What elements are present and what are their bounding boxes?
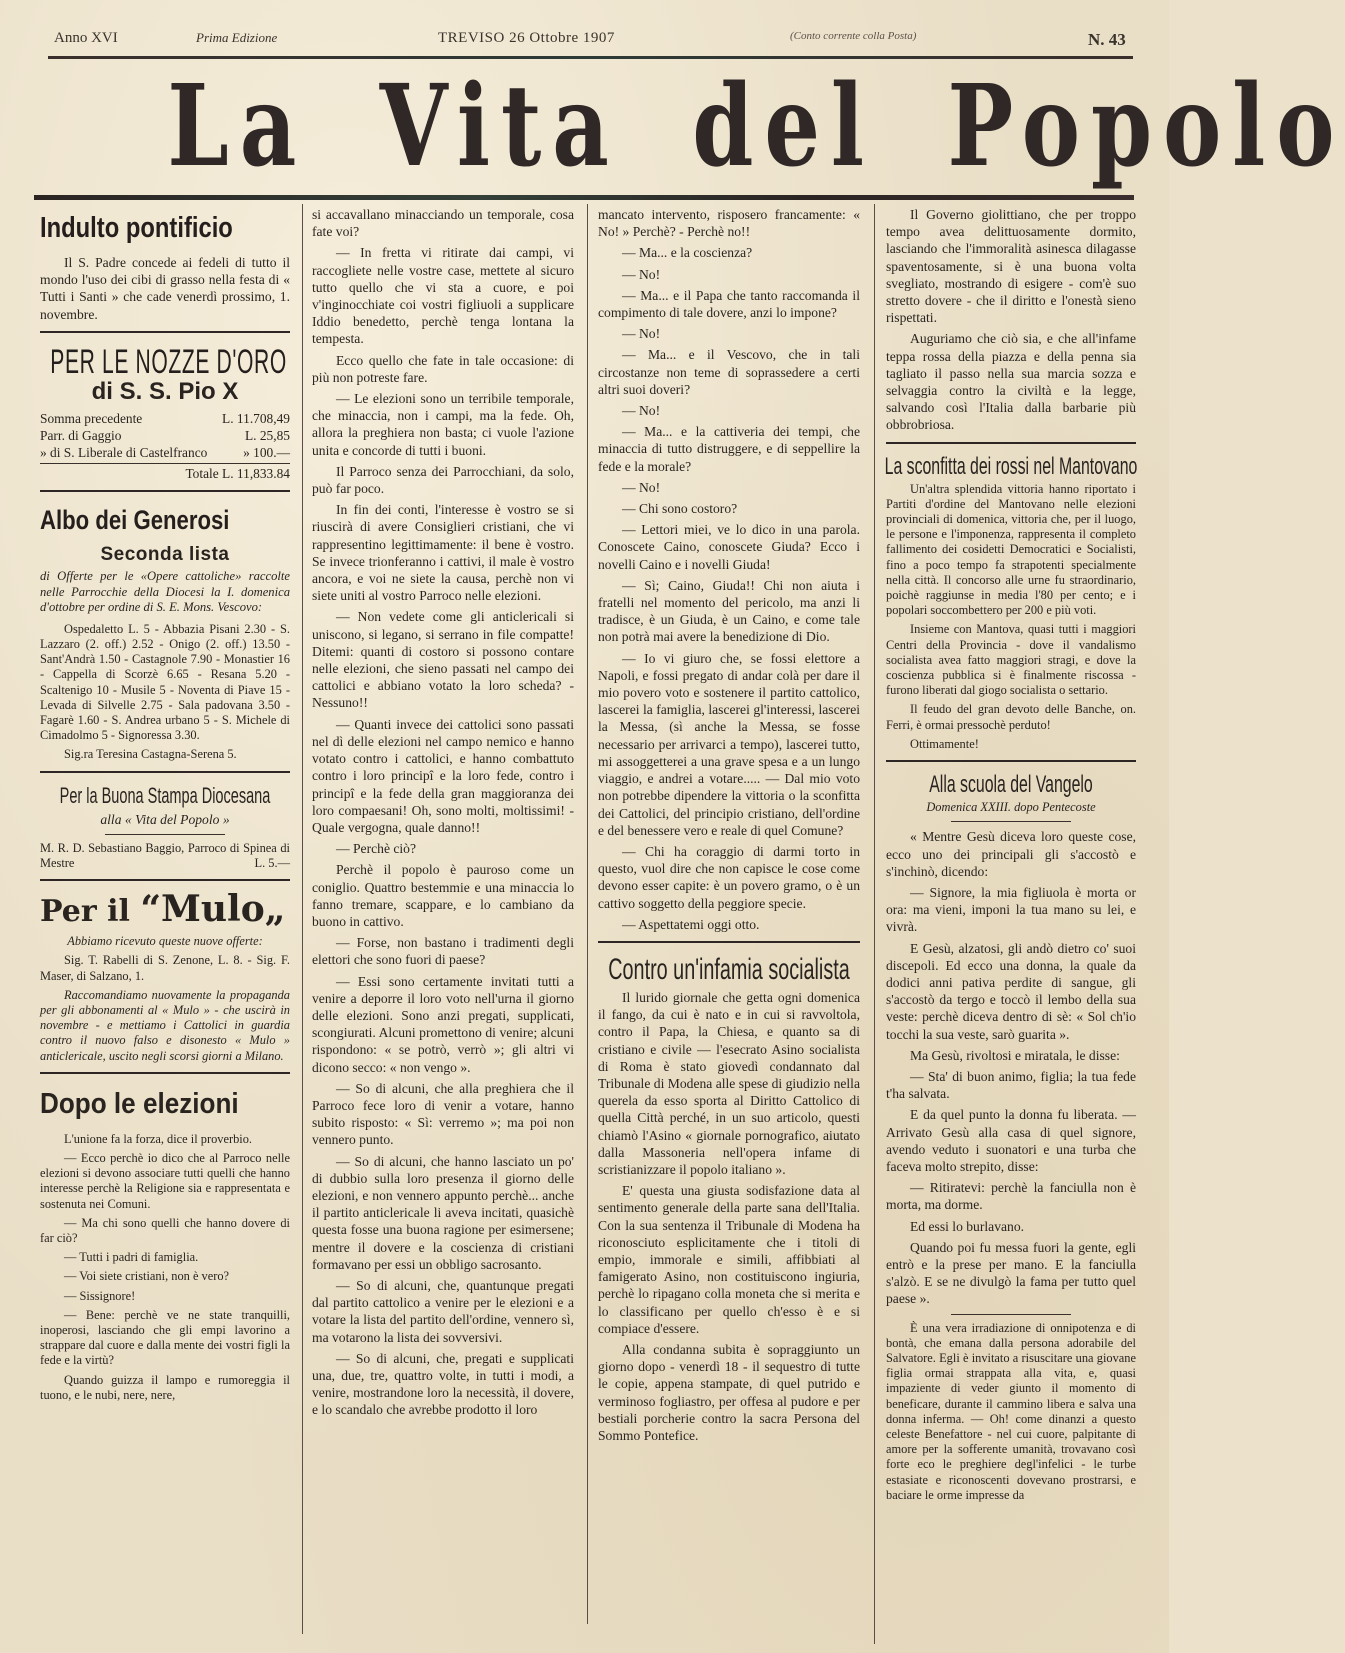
paragraph: Ecco quello che fate in tale occasione: di più non potreste fare. (312, 352, 574, 385)
paragraph: Il Governo giolittiano, che per troppo tempo avea delittuosamente dormito, lasciando che l'immoralità asinesca dilagasse spaventosamente, si è una buona volta svegliato, mostrando di esigere - com'è suo stretto dovere - che il diritto e l'onestà sieno rispettati. (886, 207, 1136, 326)
paragraph: — No! (622, 326, 661, 342)
paragraph: — Bene: perchè ve ne state tranquilli, inoperosi, lasciando che gli empi lavorino a strappare dal cuore e dalla mente dei vostri figli la fede e la virtù? (40, 1307, 290, 1368)
paragraph: — Perchè ciò? (336, 841, 417, 857)
paragraph: — Ma... e il Papa che tanto raccomanda il compimento di tale dovere, anzi lo impone? (598, 287, 860, 321)
paragraph: Ed essi lo burlavano. (910, 1218, 1025, 1234)
albo-headline: Albo dei Generosi (40, 505, 230, 536)
section-rule (40, 771, 290, 773)
mulo-intro: Abbiamo ricevuto queste nuove offerte: (67, 934, 263, 949)
ledger-label: Parr. di Gaggio (40, 428, 122, 444)
paragraph: Un'altra splendida vittoria hanno riportato i Partiti d'ordine del Mantovano nelle elezioni provinciali di domenica, vittoria che, per il luogo, le persone e l'imponenza, rappresenta il completo fallimento dei cosidetti Democratici e Socialisti, fino a poco tempo fa strapotenti specialmente nella città. Il concorso alle urne fu straordinario, poichè raggiunse in media l'80 per cento; e i popolari soccombettero per 200 e più voti. (886, 481, 1136, 618)
paragraph: — So di alcuni, che alla preghiera che il Parroco fece loro di venir a votare, hanno subito risposto: « Sì: verremo »; ma poi non vennero punto. (312, 1080, 574, 1148)
paragraph: — No! (622, 479, 661, 495)
paragraph: — Sta' di buon animo, figlia; la tua fede t'ha salvata. (886, 1068, 1136, 1102)
paragraph: si accavallano minacciando un temporale, cosa fate voi? (312, 207, 574, 240)
paragraph: E' questa una giusta sodisfazione data al sentimento generale della parte sana dell'Italia. Con la sua sentenza il Tribunale di Modena ha riconosciuto esplicitamente che i titoli di empio, immorale e simili, affibbiati al famigerato Asino, non costituiscono ingiuria, perchè lo ripagano colla moneta che si merita e lo classificano per quello ch'esso è e si compiace d'essere. (598, 1183, 860, 1336)
paragraph: Insieme con Mantova, quasi tutti i maggiori Centri della Provincia - dove il vandalismo socialista avea fatto maggiori stragi, e dove la coscienza pubblica si è finalmente riscossa - furono liberati dal giogo socialista o settario. (886, 622, 1136, 698)
paragraph: — Voi siete cristiani, non è vero? (64, 1269, 230, 1284)
ledger-row (40, 444, 290, 461)
section-rule (598, 941, 860, 943)
issue-number: N. 43 (1088, 30, 1126, 49)
masthead-title: La Vita del Popolo (167, 61, 1345, 192)
paragraph: « Mentre Gesù diceva loro queste cose, ecco uno dei principali gli s'accostò e s'inchinò, dicendo: (886, 829, 1136, 879)
column-1 (40, 204, 290, 1407)
paragraph: — Ma... e la cattiveria dei tempi, che minaccia di tutto distruggere, e di seppellire la fede e la morale? (598, 424, 860, 474)
paragraph: — So di alcuni, che hanno lasciato un po' di dubbio sulla loro presenza il giorno delle elezioni, e non vennero appunto perchè... anche il partito anticlericale li aveva incitati, quasichè questa fosse una buona ragione per esimersene; mentre il dovere e la coscienza di cristiani formavano per essi un obbligo sacrosanto. (312, 1153, 574, 1272)
column-divider (587, 204, 588, 1624)
dopo-headline: Dopo le elezioni (40, 1087, 239, 1120)
ledger-value: L. 11.708,49 (222, 411, 290, 427)
stampa-entry (40, 841, 290, 871)
paragraph: — Chi ha coraggio di darmi torto in questo, vuol dire che non capisce le cose come devono esser capite: è un povero gramo, o è un cattivo soggetto della peggiore specie. (598, 843, 860, 911)
edition-label: Prima Edizione (196, 30, 278, 45)
paragraph: In fin dei conti, l'interesse è vostro se si riuscirà di avere Consiglieri cristiani, che vi rappresentino legittimamente: il bene è vostro. Se invece trionferanno i cattivi, il male è vostro ancora, e voi ne siete la causa, perchè non vi siete uniti al vostro Parroco nelle elezioni. (312, 502, 574, 604)
nozze-ledger (40, 410, 290, 482)
paragraph: — Ma... e il Vescovo, che in tali circostanze non teme di soprassedere a certi altri suoi doveri? (598, 347, 860, 397)
vangelo-headline: Alla scuola del Vangelo (929, 771, 1093, 799)
dopo-body-col2 (312, 206, 574, 1419)
column-divider (874, 204, 875, 1644)
paragraph: — No! (622, 403, 661, 419)
paragraph: Quando guizza il lampo e rumoreggia il tuono, e le nubi, nere, nere, (40, 1372, 290, 1402)
paragraph: E da quel punto la donna fu liberata. — Arrivato Gesù alla casa di quel signore, avendo veduto i suonatori e una turba che faceva molto strepito, disse: (886, 1107, 1136, 1174)
column-4 (886, 206, 1136, 1507)
paragraph: — Sissignore! (64, 1288, 136, 1303)
paragraph: Il Parroco senza dei Parrocchiani, da solo, può far poco. (312, 463, 574, 497)
paragraph: Il lurido giornale che getta ogni domenica il fango, da cui è nato e in cui si ravvoltola, contro il Papa, la Chiesa, e quanto sa di cristiano e civile — l'esecrato Asino socialista di Roma è stato giovedì condannato dal Tribunale di Modena alle spese di giudizio nella querela da esso sporta al Diritto Cattolico di quella Città perché, in un suo articolo, questi chiamò l'Asino « giornale pornografico, aiutato dalla Massoneria nell'opera infame di scristianizzare il popolo italiano ». (598, 989, 860, 1177)
stampa-amount: L. 5.— (254, 855, 290, 870)
vangelo-commentary: È una vera irradiazione di onnipotenza e di bontà, che emana dalla persona adorabile del Salvatore. Egli è invitato a risuscitare una giovane figlia ormai strappata alla vita, e, quasi impaziente di veder giunto il momento di beneficare, durante il cammino libera e salva una donna inferma. — Oh! come dinanzi a questo celeste Benefattore - nel cui cuore, palpitante di amore per la sofferente umanità, trovavano così forte eco le preghiere degl'infelici - le turbe estasiate e riconoscenti dovevano prostrarsi, e baciare le orme impresse da (886, 1320, 1136, 1502)
paragraph: — Quanti invece dei cattolici sono passati nel dì delle elezioni nel campo nemico e hanno votato contro i cattolici, e hanno combattuto contro i loro principî e la loro fede, contro i principî e la fede della gran maggioranza dei loro compaesani! Oh, sono molti, moltissimi! - Quale vergogna, quale danno!! (312, 716, 574, 835)
mulo-title-word: “Mulo„ (140, 888, 286, 931)
paragraph: E Gesù, alzatosi, gli andò dietro co' suoi discepoli. Ed ecco una donna, la quale da dodici anni pativa perdite di sangue, gli s'accostò da tergo e toccò il lembo della sua veste: perchè diceva dentro di sè: « Sol ch'io tocchi la sua veste, sarò guarita ». (886, 940, 1136, 1042)
sconfitta-headline: La sconfitta dei rossi nel Mantovano (884, 452, 1138, 480)
postal-account-note: (Conto corrente colla Posta) (790, 30, 917, 42)
paragraph: — So di alcuni, che, pregati e supplicati una, due, tre, quattro volte, in tutti i modi, a venire, mostrandone loro la necessità, il dovere, e lo scandalo che avrebbe prodotto il loro (312, 1350, 574, 1418)
vangelo-subtitle: Domenica XXIII. dopo Pentecoste (926, 800, 1096, 815)
dopo-body-col1 (40, 1132, 290, 1403)
ledger-total: Totale L. 11,833.84 (40, 463, 290, 482)
year-of-publication: Anno XVI (54, 30, 118, 46)
ledger-value: » 100.— (243, 445, 290, 461)
ledger-value: L. 25,85 (244, 428, 290, 444)
sconfitta-body (886, 482, 1136, 752)
paragraph: — No! (622, 266, 661, 282)
mulo-headline (40, 889, 290, 932)
infamia-headline: Contro un'infamia socialista (608, 952, 850, 986)
section-rule (886, 442, 1136, 444)
paragraph: — Tutti i padri di famiglia. (64, 1250, 199, 1265)
ledger-row (40, 427, 290, 444)
paragraph: — Non vedete come gli anticlericali si uniscono, si legano, si serrano in file compatte! Ditemi: quanti di costoro si possono contare nelle elezioni, che sieno passati nel campo dei cattolici e abbiano votato la loro scheda? - Nessuno!! (312, 609, 574, 711)
paragraph: — Aspettatemi oggi otto. (622, 916, 760, 932)
albo-extra: Sig.ra Teresina Castagna-Serena 5. (64, 747, 237, 762)
top-rule (48, 56, 1133, 59)
paragraph: Auguriamo che ciò sia, e che all'infame teppa rossa della piazza e della penna sia tagliato il passo nella sua marcia sozza e selvaggia contro la civiltà e la legge, salvando così l'Italia dalla barbarie più obbrobriosa. (886, 331, 1136, 433)
indulto-body: Il S. Padre concede ai fedeli di tutto il mondo l'uso dei cibi di grasso nella festa di « Tutti i Santi » che cade venerdì prossimo, 1. novembre. (40, 255, 290, 322)
section-rule (886, 760, 1136, 762)
paragraph: Alla condanna subita è sopraggiunto un giorno dopo - venerdì 18 - il sequestro di tutte le copie, appena stampate, di quel putrido e verminoso fogliastro, per offesa al pudore e per bestiali porcherie contro la sacra Persona del Sommo Pontefice. (598, 1341, 860, 1443)
column-divider (302, 204, 303, 1634)
section-rule (40, 331, 290, 333)
mulo-body: Raccomandiamo nuovamente la propaganda per gli abbonamenti al « Mulo » - che uscirà in novembre - e mettiamo i Cattolici in guardia contro il nuovo falso e disonesto « Mulo » anticlericale, uscito negli scorsi giorni a Milano. (40, 987, 290, 1063)
mulo-donors: Sig. T. Rabelli di S. Zenone, L. 8. - Sig. F. Maser, di Salzano, 1. (40, 953, 290, 983)
dateline-bar (48, 30, 1133, 52)
dopo-body-col3 (598, 206, 860, 933)
paragraph: Perchè il popolo è pauroso come un coniglio. Quattro bestemmie e una minaccia lo fanno tremare, scappare, e lo cambiano da buono in cattivo. (312, 862, 574, 929)
paragraph: — Signore, la mia figliuola è morta or ora: ma vieni, imponi la tua mano su lei, e vivrà. (886, 884, 1136, 935)
paragraph: — Ma chi sono quelli che hanno dovere di far ciò? (40, 1215, 290, 1245)
column-2 (312, 206, 574, 1423)
paragraph: — Chi sono costoro? (622, 501, 738, 517)
ledger-label: » di S. Liberale di Castelfranco (40, 445, 208, 461)
paragraph: — Ma... e la coscienza? (622, 245, 753, 261)
column-3 (598, 206, 860, 1448)
place-date: TREVISO 26 Ottobre 1907 (438, 30, 615, 46)
masthead-rule (34, 195, 1134, 200)
albo-intro: di Offerte per le «Opere cattoliche» raccolte nelle Parrocchie della Diocesi la I. domenica d'ottobre per ordine di S. E. Mons. Vescovo: (40, 569, 290, 615)
nozze-subtitle: di S. S. Pio X (91, 377, 239, 405)
ledger-label: Somma precedente (40, 411, 143, 427)
vangelo-body (886, 828, 1136, 1307)
infamia-continued (886, 206, 1136, 434)
paragraph: L'unione fa la forza, dice il proverbio. (64, 1131, 253, 1146)
mulo-title-pre: Per il (40, 894, 141, 930)
infamia-body (598, 989, 860, 1444)
small-rule (105, 834, 225, 835)
indulto-headline: Indulto pontificio (40, 212, 233, 244)
paragraph: — Ecco perchè io dico che al Parroco nelle elezioni si devono associare tutti quelli che hanno interesse perchè la Religione sia e rappresentata e sostenuta nei Comuni. (40, 1150, 290, 1211)
small-rule (951, 821, 1071, 822)
albo-list: Ospedaletto L. 5 - Abbazia Pisani 2.30 - S. Lazzaro (2. off.) 2.52 - Onigo (2. off.) 13.50 - Sant'Andrà 1.50 - Castagnole 7.90 - Monastier 16 - Cappella di Scorzè 6.65 - Resana 5.20 - Scaltenigo 10 - Musile 5 - Noventa di Piave 15 - Levada di Silvelle 2.75 - Sala padovana 3.50 - Fagarè 1.60 - S. Andrea urbano 5 - S. Michele di Cimadolmo 5 - Signoressa 3.30. (40, 621, 290, 743)
stampa-subtitle: alla « Vita del Popolo » (100, 811, 230, 827)
paragraph: Quando poi fu messa fuori la gente, egli entrò e la prese per mano. E la fanciulla s'alzò. E se ne divulgò la fama per tutto quel paese ». (886, 1239, 1136, 1307)
ledger-row (40, 410, 290, 427)
paragraph: — Io vi giuro che, se fossi elettore a Napoli, e fossi pregato di andar colà per dare il mio povero voto e sostenere il partito cattolico, lascerei la famiglia, lascerei gl'interessi, lascerei la Messa, (sì anche la Messa, se fosse necessario per arrivarci a tempo), lascerei tutto, mi assoggetterei a una grave spesa e a un lungo viaggio, e andrei a votare..... — Dal mio voto non potrebbe dipendere la vittoria o la sconfitta dei Cattolici, del principio cristiano, dell'ordine e del benessere vero e reale di quel Comune? (598, 650, 860, 838)
paragraph: — Sì; Caino, Giuda!! Chi non aiuta i fratelli nel momento del pericolo, ma anzi li tradisce, è un Giuda, è un Caino, e come tale non potrà mai avere la benedizione di Dio. (598, 577, 860, 645)
paragraph: — Forse, non bastano i tradimenti degli elettori che sono fuori di paese? (312, 935, 574, 968)
paragraph: — So di alcuni, che, quantunque pregati dal partito cattolico a venire per le elezioni e a votare la lista del partito dell'ordine, vennero sì, ma votarono la lista dei sovversivi. (312, 1277, 574, 1345)
paragraph: Ottimamente! (910, 736, 979, 751)
section-rule (40, 490, 290, 492)
paragraph: Il feudo del gran devoto delle Banche, on. Ferri, è ormai pressochè perduto! (886, 702, 1136, 732)
albo-subtitle: Seconda lista (100, 544, 230, 566)
paragraph: — Ritiratevi: perchè la fanciulla non è morta, ma dorme. (886, 1180, 1136, 1213)
paragraph: — Lettori miei, ve lo dico in una parola. Conoscete Caino, conoscete Giuda? Ecco i novelli Caino e i novelli Giuda! (598, 522, 860, 572)
stampa-donor: M. R. D. Sebastiano Baggio, Parroco di Spinea di Mestre (40, 840, 290, 870)
paragraph: — Le elezioni sono un terribile temporale, che minaccia, non i campi, ma la fede. Oh, allora la preghiera non basta; ci vuole l'azione unita e concorde di tutti i buoni. (312, 391, 574, 458)
section-rule (40, 879, 290, 881)
paragraph: — Essi sono certamente invitati tutti a venire a deporre il loro voto nell'urna il giorno delle elezioni. Sono anzi pregati, supplicati, scongiurati. Alcuni promettono di venire; alcuni rispondono: « se potrò, verrò »; gli altri vi dicono secco: « non vengo ». (312, 973, 574, 1075)
stampa-headline: Per la Buona Stampa Diocesana (59, 782, 271, 808)
small-rule (951, 1314, 1071, 1315)
paragraph: Ma Gesù, rivoltosi e miratala, le disse: (910, 1047, 1120, 1063)
paragraph: — In fretta vi ritirate dai campi, vi raccogliete nelle vostre case, mettete al sicuro tutto quello che vi sta a cuore, e poi v'inginocchiate coi vostri figliuoli a supplicare Iddio benedetto, perchè tenga lontana la tempesta. (312, 245, 574, 347)
section-rule (40, 1072, 290, 1074)
nozze-headline: PER LE NOZZE D'ORO (50, 342, 287, 381)
paragraph: mancato intervento, risposero francamente: « No! » Perchè? - Perchè no!! (598, 207, 860, 240)
